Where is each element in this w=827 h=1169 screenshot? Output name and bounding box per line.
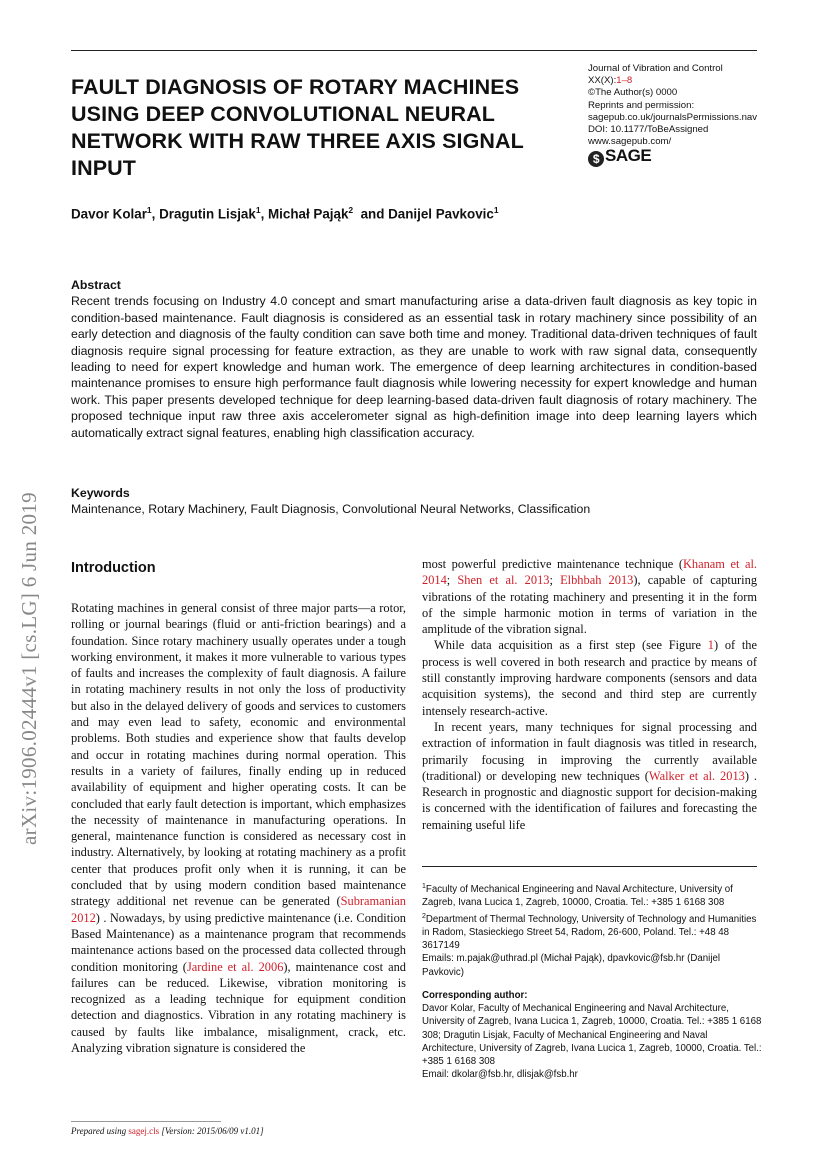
journal-name: Journal of Vibration and Control	[588, 63, 723, 74]
citation-link[interactable]: Walker et al. 2013	[648, 768, 745, 783]
introduction-heading: Introduction	[71, 560, 156, 576]
author-affiliation-mark: 1	[493, 205, 499, 215]
corresponding-author-heading: Corresponding author:	[422, 989, 528, 1001]
journal-info	[588, 63, 757, 167]
affiliation-1-text: Faculty of Mechanical Engineering and Naval Architecture, University of Zagreb, Ivana Lucica 1, Zagreb, 10000, Croatia. Tel.: +385 1 6168 308	[422, 884, 733, 909]
volume-pages	[588, 75, 757, 87]
citation-link[interactable]: Jardine et al. 2006	[186, 959, 284, 974]
citation-link[interactable]: Shen et al. 2013	[457, 573, 550, 588]
author-name: Danijel Pavkovic	[388, 206, 494, 222]
footer-cls-link[interactable]: sagej.cls	[128, 1126, 160, 1136]
author-separator: ,	[260, 206, 269, 222]
keywords-text: Maintenance, Rotary Machinery, Fault Diagnosis, Convolutional Neural Networks, Classification	[71, 502, 591, 517]
author-list	[71, 205, 499, 221]
abstract-text: Recent trends focusing on Industry 4.0 concept and smart manufacturing arise a data-driven fault diagnosis as key topic in condition-based maintenance. Fault diagnosis is considered as an essential task in rotary machinery since possibility of an early detection and diagnosis of the faulty condition can save both time and money. Traditional data-driven techniques of fault diagnosis require signal processing for feature extraction, as they are unable to work with raw signal data, consequently leading to need for expert knowledge and human work. The emergence of deep learning architectures in condition-based maintenance promises to ensure high performance fault diagnosis while lowering necessity for expert knowledge and human work. This paper presents developed technique for deep learning-based data-driven fault diagnosis of rotary machinery. The proposed technique input raw three axis accelerometer signal as high-definition image into deep learning layers which automatically extract signal features, enabling high classification accuracy.	[71, 294, 757, 440]
paragraph-text: ) of the process is well covered in both research and practice by means of still constantly improving hardware components (sensors and data acquisition systems), the second and third step are currently intensely research-active.	[422, 638, 758, 718]
reprints-url: sagepub.co.uk/journalsPermissions.nav	[588, 111, 758, 123]
pages-link[interactable]: 1–8	[616, 75, 633, 87]
paragraph-text: ), maintenance cost and failures can be reduced. Likewise, vibration monitoring is recognized as a leading technique for equipment condition detection and diagnostics. Vibration in any rotating machinery is caused by faults like imbalance, misalignment, crack, etc. Analyzing vibration signature is considered the	[71, 959, 406, 1056]
top-rule	[71, 50, 757, 51]
paragraph	[422, 556, 757, 637]
left-column	[71, 600, 406, 1056]
abstract-heading: Abstract	[71, 278, 121, 292]
corresponding-author-email: Email: dkolar@fsb.hr, dlisjak@fsb.hr	[422, 1069, 578, 1081]
author-name: Michał Pająk	[268, 206, 349, 222]
author-affiliation-mark: 1	[255, 205, 261, 215]
citation-link[interactable]: 1	[707, 638, 714, 653]
paragraph-text: Rotating machines in general consist of three major parts—a rotor, rolling or journal bearings (fluid or anti-friction bearings) and a foundation. Since rotary machinery usually operates under a tough working environment, it makes it more vulnerable to various types of faults and increases the complexity of fault diagnosis. A failure in rotating machinery results in not only the loss of productivity but also in the delayed delivery of goods and services to customers and may even lead to safety, economic and environmental problems. Both studies and experience show that faults develop and occur in rotating machines during normal operation. This results in a variety of failures, finally ending up in reduced availability of equipment and higher operating costs. It can be concluded that early fault detection is important, which emphasizes the necessity of maintenance in manufacturing operations. In general, maintenance function is considered as necessary cost in industry. Alternatively, by looking at rotating machinery as a profit center that produces profit only when it is running, it can be concluded that by using modern condition based maintenance strategy additional net revenue can be generated (	[71, 601, 406, 909]
sage-logo-icon: $	[588, 151, 604, 167]
paragraph-text: ), capable of capturing vibrations of the rotating machinery and presenting it in the form of the simple harmonic motion in terms of variation in the amplitude of the vibration signal.	[422, 573, 758, 637]
citation-link[interactable]: Subramanian 2012	[71, 894, 406, 925]
website: www.sagepub.com/	[588, 136, 672, 148]
footer-version: [Version: 2015/06/09 v1.01]	[159, 1126, 264, 1136]
author-separator: ,	[151, 206, 160, 222]
volume: XX(X):	[588, 75, 617, 87]
keywords	[71, 485, 757, 518]
citation-link[interactable]: Khanam et al. 2014	[422, 557, 757, 588]
affiliation-2-text: Department of Thermal Technology, University of Technology and Humanities in Radom, Stasieckiego Street 54, Radom, 26-600, Poland. Tel.: +48 48 3617149	[422, 913, 757, 952]
paragraph-text: most powerful predictive maintenance technique (	[422, 557, 683, 571]
footer-rule	[71, 1121, 221, 1122]
author-affiliation-mark: 2	[348, 205, 354, 215]
footnotes	[422, 880, 762, 1081]
paragraph	[422, 719, 757, 833]
author-name: Davor Kolar	[71, 206, 147, 222]
paragraph-text: ) . Research in prognostic and diagnostic support for decision-making is concerned with the identification of failures and forecasting the remaining useful life	[422, 768, 757, 832]
paragraph-text: In recent years, many techniques for signal processing and extraction of information in fault diagnosis was titled in research, primarily focusing in improving the currently available (traditional) or developing new techniques (	[422, 719, 757, 783]
paragraph-text: While data acquisition as a first step (see Figure	[434, 638, 708, 653]
abstract	[71, 277, 757, 441]
paragraph-text: ;	[549, 573, 561, 588]
emails: Emails: m.pajak@uthrad.pl (Michał Pająk), dpavkovic@fsb.hr (Danijel Pavkovic)	[422, 953, 721, 978]
keywords-heading: Keywords	[71, 486, 130, 500]
citation-link[interactable]: Elbhbah 2013	[560, 573, 634, 588]
affiliation-1: $^1$Faculty of Mechanical Engineering and Naval Architecture, University of Zagreb, Ivana Lucica 1, Zagreb, 10000, Croatia. Tel.: +385 1 6168 308	[422, 883, 733, 909]
author-affiliation-mark: 1	[146, 205, 152, 215]
paragraph-text: ;	[446, 573, 458, 588]
reprints: Reprints and permission:	[588, 99, 695, 111]
paragraph-text: ) . Nowadays, by using predictive maintenance (i.e. Condition Based Maintenance) as a maintenance program that recommends maintenance actions based on the processed data collected through condition monitoring (	[71, 910, 406, 974]
author-name: Dragutin Lisjak	[159, 206, 256, 222]
footnote-rule	[422, 866, 757, 867]
author-separator: and	[353, 206, 389, 222]
footer-prefix: Prepared using	[71, 1126, 129, 1136]
corresponding-author-text: Davor Kolar, Faculty of Mechanical Engineering and Naval Architecture, University of Zagreb, Ivana Lucica 1, Zagreb, 10000, Croatia. Tel.: +385 1 6168 308; Dragutin Lisjak, Faculty of Mechanical Engineering and Naval Architecture, University of Zagreb, Ivana Lucica 1, Zagreb, 10000, Croatia. Tel.: +385 1 6168 308	[422, 1003, 762, 1067]
paragraph	[422, 637, 757, 718]
right-column	[422, 556, 757, 833]
sage-logo	[588, 146, 757, 167]
arxiv-stamp: arXiv:1906.02444v1 [cs.LG] 6 Jun 2019	[17, 492, 41, 845]
affiliation-2: $^2$Department of Thermal Technology, University of Technology and Humanities in Radom, Stasieckiego Street 54, Radom, 26-600, Poland. Tel.: +48 48 3617149	[422, 912, 757, 952]
footer	[71, 1126, 264, 1136]
paper-title: FAULT DIAGNOSIS OF ROTARY MACHINES USING DEEP CONVOLUTIONAL NEURAL NETWORK WITH RAW THREE AXIS SIGNAL INPUT	[71, 75, 524, 180]
doi: DOI: 10.1177/ToBeAssigned	[588, 124, 709, 136]
sage-logo-text: SAGE	[605, 146, 652, 166]
paragraph	[71, 600, 406, 1056]
copyright: ©The Author(s) 0000	[588, 87, 678, 99]
